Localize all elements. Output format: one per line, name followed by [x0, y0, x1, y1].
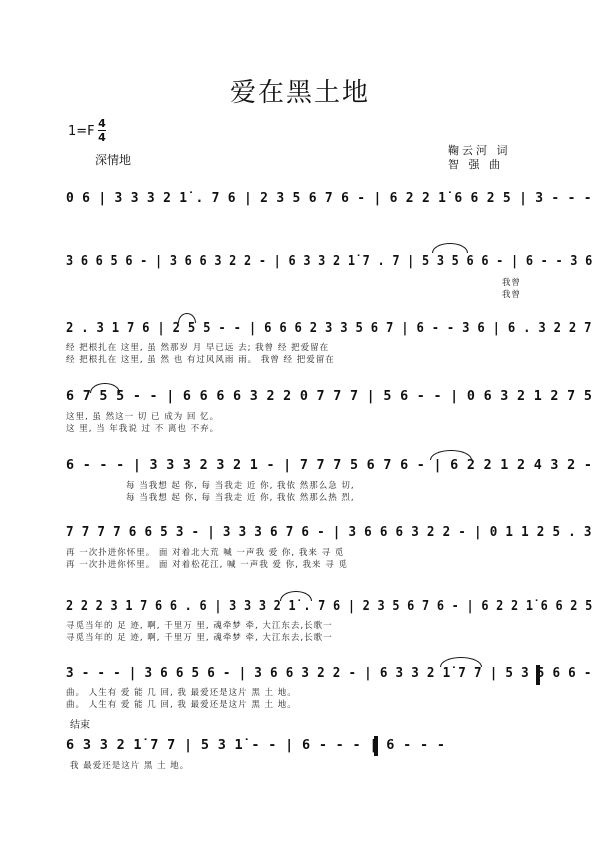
lyric-line-8b: 曲。 人生有 爱 能 几 回, 我 最爱还是这片 黑 土 地。: [66, 700, 297, 710]
lyricist-credit: 鞠云河 词: [448, 144, 511, 157]
time-signature-top: 4: [98, 117, 106, 130]
score-line-8: 3 - - - | 3 6 6 5 6 - | 3 6 6 3 2 2 - | 6 3 3 2 1̇ 7 7 | 5 3 5 6 6 -: [66, 665, 592, 681]
repeat-barline: [536, 665, 540, 685]
credits: [448, 144, 511, 172]
lyric-line-7a: 寻觅当年的 足 迹, 啊, 千里万 里, 魂牵梦 牵, 大江东去,长歌一: [66, 621, 333, 631]
lyric-line-6a: 再 一次扑进你怀里。 面 对着北大荒 喊 一声我 爱 你, 我来 寻 觅: [66, 548, 345, 558]
score-line-5: 6 - - - | 3 3 3 2 3 2 1 - | 7 7 7 5 6 7 6 - | 6 2 2 1 2 4 3 2 -: [66, 457, 593, 473]
final-barline: [374, 736, 378, 756]
score-line-2: 3 6 6 5 6 - | 3 6 6 3 2 2 - | 6 3 3 2 1̇ 7 . 7 | 5 3 5 6 6 - | 6 - - 3 6: [66, 253, 593, 269]
time-signature: [98, 117, 106, 144]
lyric-line-2a: 我曾: [502, 278, 522, 288]
song-title: 爱在黑土地: [229, 78, 370, 108]
key-signature: 1=F: [68, 124, 95, 139]
lyric-line-7b: 寻觅当年的 足 迹, 啊, 千里万 里, 魂牵梦 牵, 大江东去,长歌一: [66, 633, 333, 643]
slur-mark: [440, 657, 482, 667]
tempo-marking: 深情地: [95, 153, 132, 167]
lyric-line-6b: 再 一次扑进你怀里。 面 对着松花江, 喊 一声我 爱 你, 我来 寻 觅: [66, 560, 348, 570]
lyric-line-3a: 经 把根扎在 这里, 虽 然那岁 月 早已远 去; 我曾 经 把爱留在: [66, 343, 330, 353]
slur-mark: [432, 243, 468, 253]
lyric-line-2b: 我曾: [502, 290, 522, 300]
composer-credit: 智 强 曲: [448, 158, 503, 171]
lyric-line-3b: 经 把根扎在 这里, 虽 然 也 有过风风雨 雨。 我曾 经 把爱留在: [66, 355, 335, 365]
lyric-line-5a: 每 当我想 起 你, 每 当我走 近 你, 我依 然那么急 切,: [126, 481, 355, 491]
slur-mark: [430, 450, 472, 460]
time-signature-bottom: 4: [98, 131, 106, 144]
slur-mark: [280, 591, 312, 601]
slur-mark: [90, 383, 120, 393]
score-line-3: 2 . 3 1 7 6 | 2 5 5 - - | 6 6 6 2 3 3 5 6 7 | 6 - - 3 6 | 6 . 3 2 2 7: [66, 320, 592, 336]
ending-label: 结束: [70, 720, 90, 731]
lyric-line-4a: 这里, 虽 然这一 切 已 成为 回 忆。: [66, 412, 220, 422]
score-line-4: 6 7 5 5 - - | 6 6 6 6 3 2 2 0 7 7 7 | 5 6 - - | 0 6 3 2 1 2 7 5: [66, 388, 593, 404]
lyric-line-9: 我 最爱还是这片 黑 土 地。: [70, 761, 190, 771]
score-line-9: 6 3 3 2 1̇ 7 7 | 5 3 1̇ - - | 6 - - - | 6 - - -: [66, 737, 446, 753]
lyric-line-4b: 这 里, 当 年我说 过 不 离也 不弃。: [66, 424, 220, 434]
slur-mark: [178, 313, 196, 323]
lyric-line-8a: 曲。 人生有 爱 能 几 回, 我 最爱还是这片 黑 土 地。: [66, 688, 297, 698]
lyric-line-5b: 每 当我想 起 你, 每 当我走 近 你, 我依 然那么热 烈,: [126, 493, 355, 503]
score-line-7: 2 2 2 3 1 7 6 6 . 6 | 3 3 3 2 1̇ . 7 6 | 2 3 5 6 7 6 - | 6 2 2 1̇ 6 6 2 5: [66, 598, 593, 614]
score-line-1: 0 6 | 3 3 3 2 1̇ . 7 6 | 2 3 5 6 7 6 - | 6 2 2 1̇ 6 6 2 5 | 3 - - -: [66, 190, 592, 206]
score-line-6: 7 7 7 7 6 6 5 3 - | 3 3 3 6 7 6 - | 3 6 6 6 3 2 2 - | 0 1 1 2 5 . 3: [66, 524, 592, 540]
